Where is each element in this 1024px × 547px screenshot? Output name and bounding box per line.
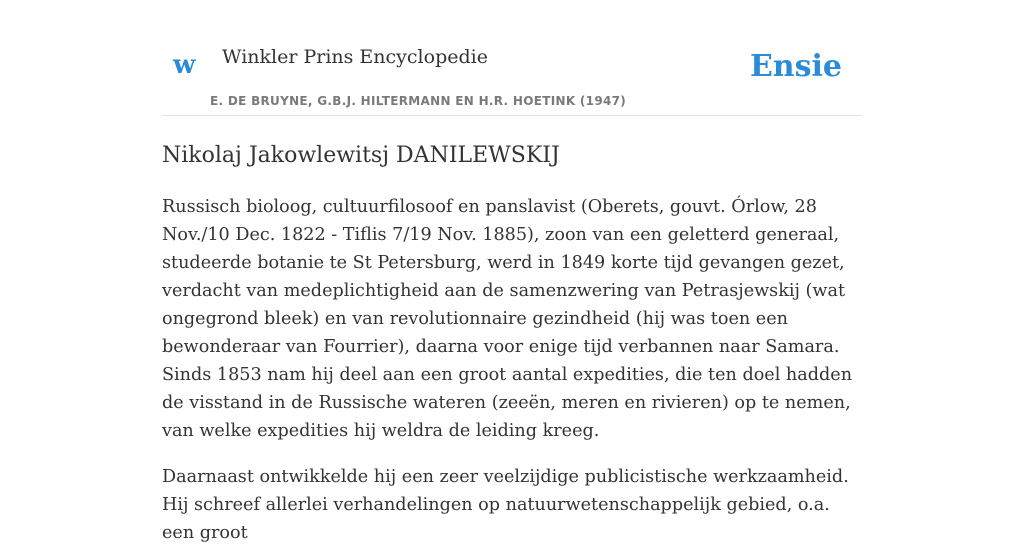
entry-paragraph: Russisch bioloog, cultuurfilosoof en panslavist (Oberets, gouvt. Órlow, 28 Nov./10 Dec. 1822 - Tiflis 7/19 Nov. 1885), zoon van een geletterd generaal, studeerde botanie te St Petersburg, werd in 1849 korte tijd gevangen gezet, verdacht van medeplichtigheid aan de samenzwering van Petrasjewskij (wat ongegrond bleek) en van revolutionnaire gezindheid (hij was toen een bewonderaar van Fourrier), daarna voor enige tijd verbannen naar Samara. Sinds 1853 nam hij deel aan een groot aantal expedities, die ten doel hadden de visstand in de Russische wateren (zeeën, meren en rivieren) op te nemen, van welke expedities hij weldra de leiding kreeg. (162, 196, 853, 441)
entry-title: Nikolaj Jakowlewitsj DANILEWSKIJ (162, 143, 560, 168)
book-logo-icon[interactable]: w (173, 50, 196, 80)
entry-paragraph: Daarnaast ontwikkelde hij een zeer veelzijdige publicistische werkzaamheid. Hij schreef allerlei verhandelingen op natuurwetenschappelijk gebied, o.a. een groot (162, 466, 849, 543)
page (162, 0, 862, 547)
book-header (162, 0, 862, 116)
book-authors: E. DE BRUYNE, G.B.J. HILTERMANN EN H.R. HOETINK (1947) (210, 94, 627, 108)
ensie-logo-link[interactable]: Ensie (749, 49, 842, 84)
book-title-link[interactable]: Winkler Prins Encyclopedie (222, 46, 488, 68)
